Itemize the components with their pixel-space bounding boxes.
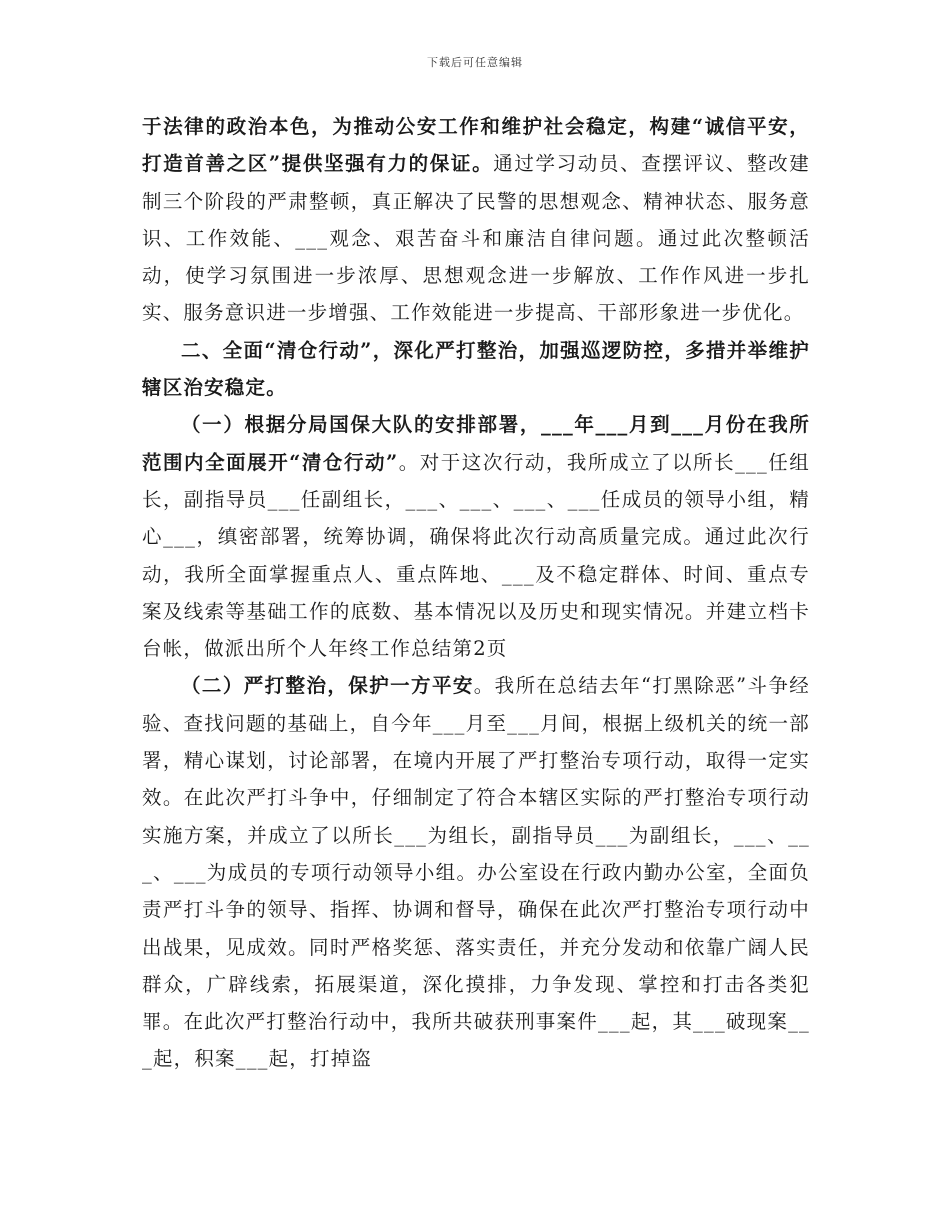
paragraph-continuation: [142, 108, 810, 332]
document-body: [142, 108, 810, 1078]
subsection-2: [142, 667, 810, 1077]
subsection-1: [142, 406, 810, 667]
section-heading-2: [142, 332, 810, 407]
body-text: 。对于这次行动，我所成立了以所长___任组长，副指导员___任副组长，___、___、___、___任成员的领导小组，精心___，缜密部署，统筹协调，确保将此次行动高质量完成。通过此次行动，我所全面掌握重点人、重点阵地、___及不稳定群体、时间、重点专案及线索等基础工作的底数、基本情况以及历史和现实情况。并建立档卡台帐，做派出所个人年终工作总结第2页: [142, 450, 810, 661]
page-header: 下载后可任意编辑: [427, 56, 523, 69]
subsection-title: （二）严打整治，保护一方平安: [181, 674, 474, 698]
bold-text: 于法律的政治本色，为推动公安工作和维护社会稳定，构建“诚信平安，打造首善之区”提供坚强有力的保证。: [142, 115, 810, 176]
body-text: 。我所在总结去年“打黑除恶”斗争经验、查找问题的基础上，自今年___月至___月间，根据上级机关的统一部署，精心谋划，讨论部署，在境内开展了严打整治专项行动，取得一定实效。在此次严打斗争中，仔细制定了符合本辖区实际的严打整治专项行动实施方案，并成立了以所长___为组长，副指导员___为副组长，___、___、___为成员的专项行动领导小组。办公室设在行政内勤办公室，全面负责严打斗争的领导、指挥、协调和督导，确保在此次严打整治专项行动中出战果，见成效。同时严格奖惩、落实责任，并充分发动和依靠广阔人民群众，广辟线索，拓展渠道，深化摸排，力争发现、掌控和打击各类犯罪。在此次严打整治行动中，我所共破获刑事案件___起，其___破现案___起，积案___起，打掉盗: [142, 674, 810, 1071]
subsection-title: （一）根据分局国保大队的安排部署，___年___月到___月份在我所范围内全面展开“清仓行动”: [142, 413, 810, 474]
body-text: 通过学习动员、查摆评议、整改建制三个阶段的严肃整顿，真正解决了民警的思想观念、精神状态、服务意识、工作效能、___观念、艰苦奋斗和廉洁自律问题。通过此次整顿活动，使学习氛围进一步浓厚、思想观念进一步解放、工作作风进一步扎实、服务意识进一步增强、工作效能进一步提高、干部形象进一步优化。: [142, 152, 810, 325]
heading-text: 二、全面“清仓行动”，深化严打整治，加强巡逻防控，多措并举维护辖区治安稳定。: [142, 338, 810, 400]
